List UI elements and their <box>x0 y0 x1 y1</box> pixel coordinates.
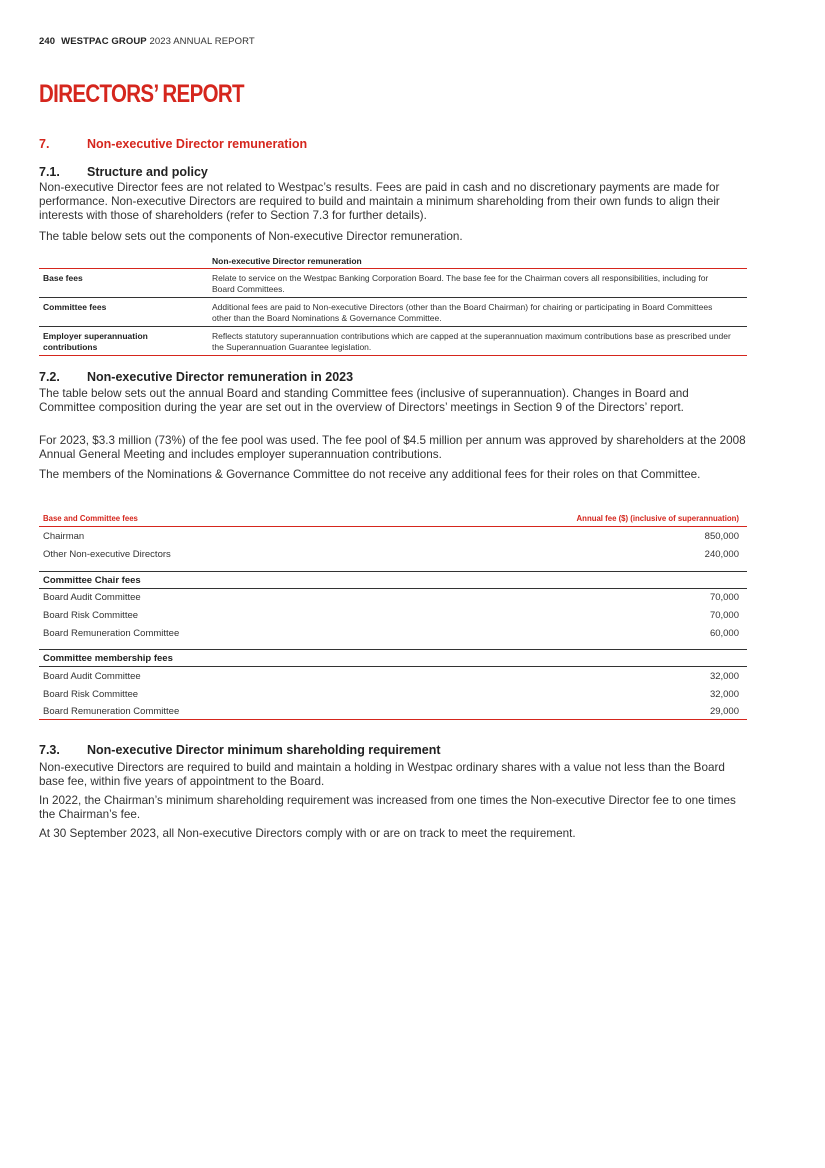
fee-label: Other Non-executive Directors <box>43 549 171 560</box>
section-7-heading <box>39 137 307 151</box>
fee-value: 70,000 <box>709 592 739 603</box>
fee-value: 240,000 <box>704 549 739 560</box>
table-rule <box>39 719 747 720</box>
section-7-2-paragraph-1: The table below sets out the annual Board and standing Committee fees (inclusive of superannuation). Changes in Board and Committee composition during the year are set out in the overview of Directors’ meetings in Section 9 of the Directors’ report. <box>39 387 689 414</box>
section-7-title: Non-executive Director remuneration <box>87 137 308 151</box>
section-7-3-heading <box>39 743 441 757</box>
table-rule <box>39 649 747 650</box>
table-rule <box>39 297 747 298</box>
section-7-2-number: 7.2. <box>39 370 60 384</box>
table-rule <box>39 666 747 667</box>
fee-table-col-right: Annual fee ($) (inclusive of superannuation) <box>576 514 739 523</box>
fee-value: 29,000 <box>709 706 739 717</box>
row-label: Employer superannuation contributions <box>43 331 148 352</box>
row-text: Relate to service on the Westpac Banking Corporation Board. The base fee for the Chairman covers all responsibilities, including for Board Committees. <box>212 273 709 294</box>
fee-label: Board Remuneration Committee <box>43 628 180 639</box>
fee-table-col-left: Base and Committee fees <box>43 514 138 523</box>
fee-value: 32,000 <box>709 671 739 682</box>
table-rule <box>39 526 747 527</box>
fee-label: Board Audit Committee <box>43 671 141 682</box>
section-7-3-paragraph-2: In 2022, the Chairman’s minimum shareholding requirement was increased from one times the Non-executive Director fee to one times the Chairman’s fee. <box>39 794 736 821</box>
fee-label: Board Risk Committee <box>43 689 139 700</box>
row-label: Base fees <box>43 273 83 283</box>
row-text: Reflects statutory superannuation contributions which are capped at the superannuation maximum contributions base as prescribed under the Superannuation Guarantee legislation. <box>212 331 731 352</box>
header-org: WESTPAC GROUP <box>61 36 147 47</box>
table-rule <box>39 588 747 589</box>
table-rule <box>39 326 747 327</box>
page-title: DIRECTORS’ REPORT <box>39 80 244 108</box>
components-table-header: Non-executive Director remuneration <box>212 256 362 266</box>
fee-label: Board Audit Committee <box>43 592 141 603</box>
row-text: Additional fees are paid to Non-executive Directors (other than the Board Chairman) for chairing or participating in Board Committees other than the Board Nominations & Governance Committee. <box>212 302 713 323</box>
section-7-3-title: Non-executive Director minimum shareholding requirement <box>87 743 441 757</box>
committee-membership-fees-heading: Committee membership fees <box>43 653 173 664</box>
section-7-1-title: Structure and policy <box>87 165 208 179</box>
fee-label: Board Remuneration Committee <box>43 706 180 717</box>
fee-label: Board Risk Committee <box>43 610 139 621</box>
section-7-2-heading <box>39 370 353 384</box>
header-report: 2023 ANNUAL REPORT <box>149 36 255 47</box>
section-7-3-paragraph-3: At 30 September 2023, all Non-executive Directors comply with or are on track to meet the requirement. <box>39 827 576 840</box>
fee-value: 70,000 <box>709 610 739 621</box>
page-number: 240 <box>39 36 56 47</box>
section-7-2-paragraph-2: For 2023, $3.3 million (73%) of the fee pool was used. The fee pool of $4.5 million per annum was approved by shareholders at the 2008 Annual General Meeting and includes employer superannuation contributions. <box>39 434 746 461</box>
section-7-1-paragraph-2: The table below sets out the components of Non-executive Director remuneration. <box>39 230 463 243</box>
section-7-2-paragraph-3: The members of the Nominations & Governance Committee do not receive any additional fees for their roles on that Committee. <box>39 468 701 481</box>
table-rule <box>39 355 747 356</box>
running-header <box>39 36 255 47</box>
fee-value: 60,000 <box>709 628 739 639</box>
section-7-1-heading <box>39 165 208 179</box>
section-7-3-paragraph-1: Non-executive Directors are required to build and maintain a holding in Westpac ordinary shares with a value not less than the Board base fee, within five years of appointment to the Board. <box>39 761 725 788</box>
fee-value: 32,000 <box>709 689 739 700</box>
table-rule <box>39 268 747 269</box>
section-7-3-number: 7.3. <box>39 743 60 757</box>
row-label: Committee fees <box>43 302 107 312</box>
committee-chair-fees-heading: Committee Chair fees <box>43 575 141 586</box>
fee-value: 850,000 <box>704 531 739 542</box>
section-7-1-paragraph-1: Non-executive Director fees are not related to Westpac’s results. Fees are paid in cash and no discretionary payments are made for performance. Non-executive Directors are required to build and maintain a minimum shareholding from their own funds to align their interests with those of shareholders (refer to Section 7.3 for further details). <box>39 181 720 222</box>
section-7-2-title: Non-executive Director remuneration in 2023 <box>87 370 354 384</box>
table-rule <box>39 571 747 572</box>
fee-label: Chairman <box>43 531 85 542</box>
section-7-number: 7. <box>39 137 50 151</box>
section-7-1-number: 7.1. <box>39 165 60 179</box>
